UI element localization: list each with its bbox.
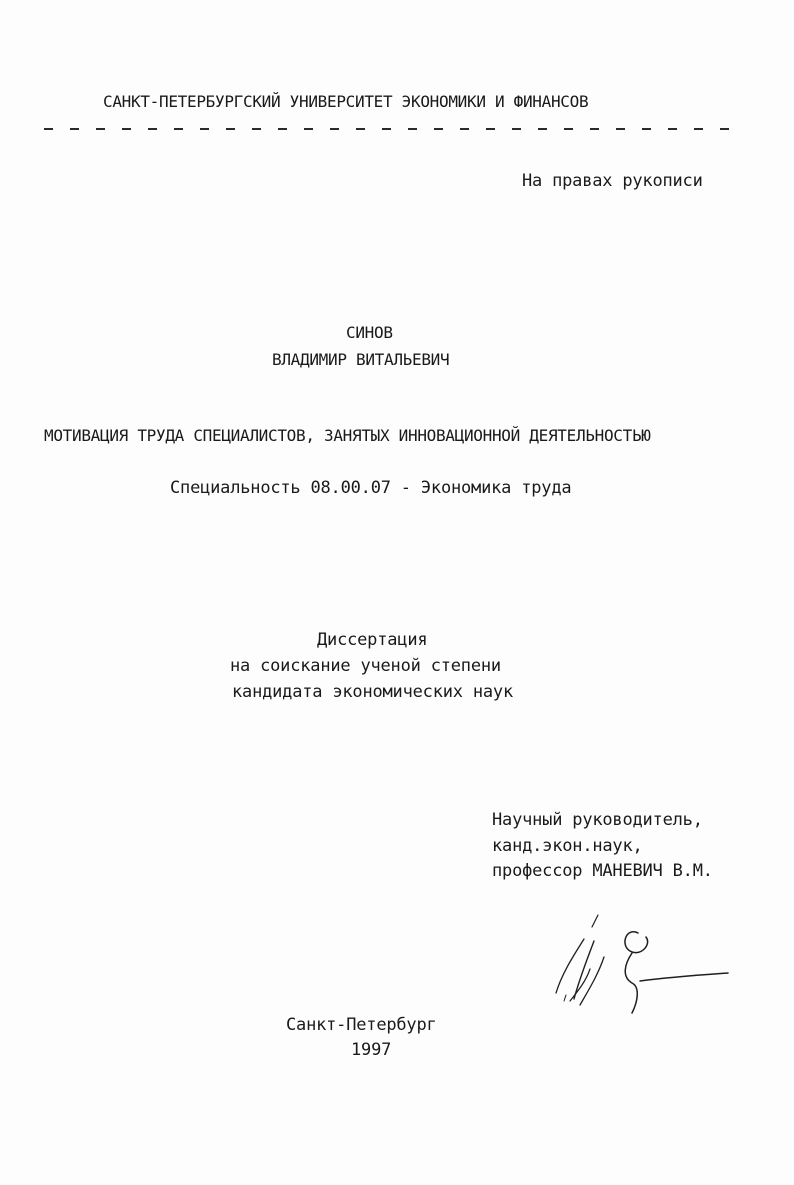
year: 1997: [351, 1040, 392, 1060]
work-type: Диссертация: [317, 630, 428, 650]
advisor-degree: канд.экон.наук,: [492, 836, 643, 856]
degree-line-2: кандидата экономических наук: [232, 682, 513, 702]
university-name: САНКТ-ПЕТЕРБУРГСКИЙ УНИВЕРСИТЕТ ЭКОНОМИКИ И ФИНАНСОВ: [103, 92, 589, 111]
dashed-divider: [44, 128, 744, 130]
degree-line-1: на соискание ученой степени: [230, 656, 501, 676]
author-surname: СИНОВ: [346, 323, 393, 342]
handwritten-signature-icon: [540, 905, 740, 1020]
author-given-names: ВЛАДИМИР ВИТАЛЬЕВИЧ: [272, 350, 450, 369]
manuscript-rights-note: На правах рукописи: [522, 171, 703, 191]
city-name: Санкт-Петербург: [286, 1015, 437, 1035]
advisor-role: Научный руководитель,: [492, 810, 703, 830]
thesis-title: МОТИВАЦИЯ ТРУДА СПЕЦИАЛИСТОВ, ЗАНЯТЫХ ИННОВАЦИОННОЙ ДЕЯТЕЛЬНОСТЬЮ: [44, 426, 651, 445]
specialty-line: Специальность 08.00.07 - Экономика труда: [170, 478, 572, 498]
advisor-name: профессор МАНЕВИЧ В.М.: [492, 861, 713, 881]
